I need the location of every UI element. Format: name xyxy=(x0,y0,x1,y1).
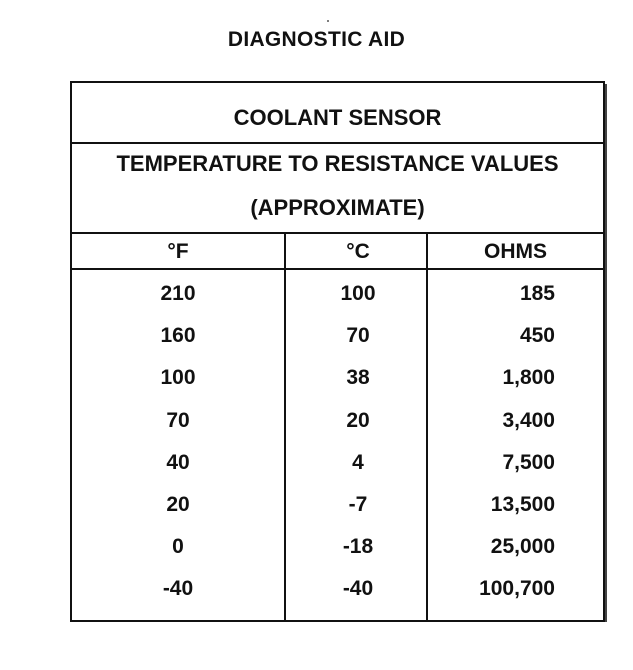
speck-dot xyxy=(327,20,329,22)
cell-fahrenheit: -40 xyxy=(162,577,194,601)
cell-ohms: 1,800 xyxy=(502,366,555,390)
column-header-celsius: °C xyxy=(346,240,370,263)
column-header-fahrenheit: °F xyxy=(167,240,189,263)
page-title: DIAGNOSTIC AID xyxy=(227,28,406,51)
table-edge-shadow xyxy=(605,84,607,622)
cell-fahrenheit: 210 xyxy=(160,282,196,305)
cell-ohms: 100,700 xyxy=(479,577,555,601)
cell-ohms: 450 xyxy=(519,324,555,348)
cell-fahrenheit: 70 xyxy=(166,408,190,432)
cell-fahrenheit: 20 xyxy=(166,493,190,516)
coolant-sensor-table xyxy=(70,81,605,622)
divider-above-columns xyxy=(72,232,603,234)
column-header-ohms: OHMS xyxy=(484,240,547,263)
cell-celsius: -18 xyxy=(342,535,374,559)
cell-fahrenheit: 40 xyxy=(166,450,190,474)
cell-ohms: 185 xyxy=(519,282,555,305)
cell-celsius: 100 xyxy=(340,282,376,305)
cell-fahrenheit: 160 xyxy=(160,324,196,348)
cell-celsius: 20 xyxy=(346,408,370,432)
divider-below-columns xyxy=(72,268,603,270)
cell-celsius: -40 xyxy=(342,577,374,601)
table-subheading-line2: (APPROXIMATE) xyxy=(250,195,425,220)
cell-ohms: 3,400 xyxy=(502,408,555,432)
cell-ohms: 13,500 xyxy=(490,493,555,516)
cell-ohms: 7,500 xyxy=(502,450,555,474)
cell-celsius: 4 xyxy=(352,450,364,474)
divider-under-heading xyxy=(72,142,603,144)
table-subheading-line1: TEMPERATURE TO RESISTANCE VALUES xyxy=(116,151,559,176)
table-heading: COOLANT SENSOR xyxy=(233,105,442,130)
cell-fahrenheit: 0 xyxy=(172,535,184,559)
cell-ohms: 25,000 xyxy=(490,535,555,559)
cell-fahrenheit: 100 xyxy=(160,366,196,390)
cell-celsius: 70 xyxy=(346,324,370,348)
cell-celsius: -7 xyxy=(348,493,368,516)
cell-celsius: 38 xyxy=(346,366,370,390)
